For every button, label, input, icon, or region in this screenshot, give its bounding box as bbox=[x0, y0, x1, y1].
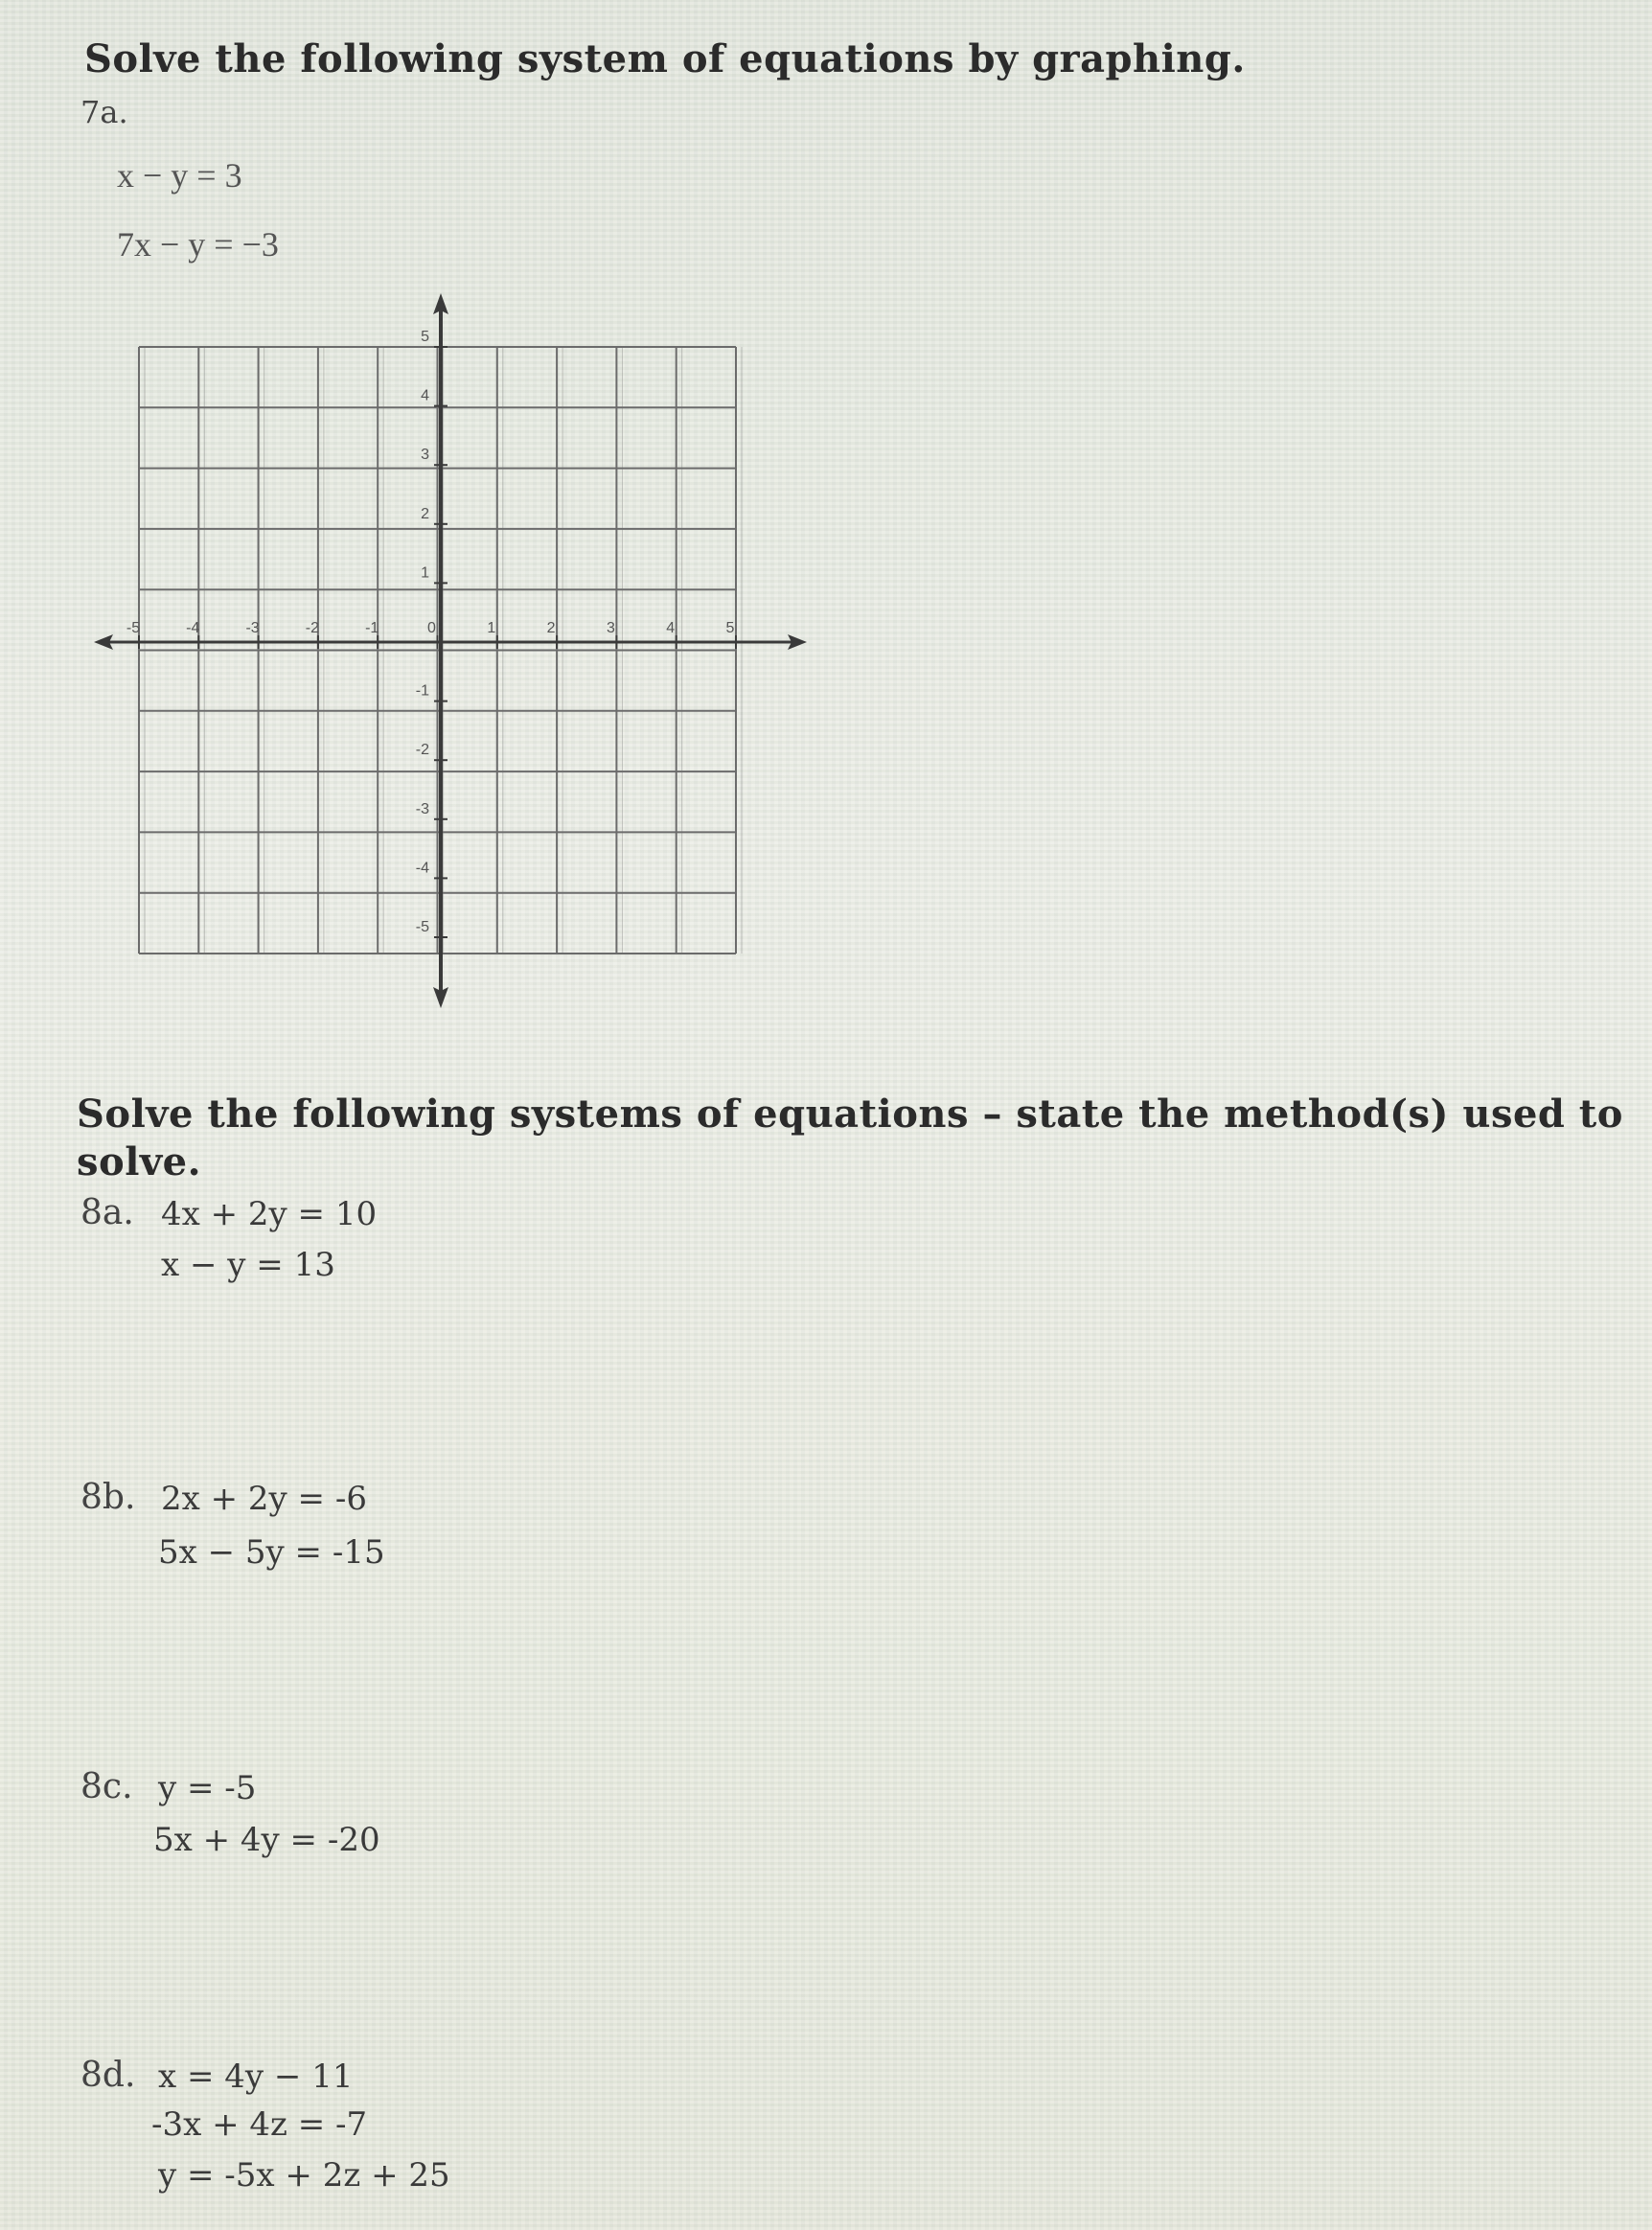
x-tick-label: 1 bbox=[487, 620, 496, 636]
q8d-label: 8d. bbox=[80, 2056, 136, 2095]
q8d-eq3: y = -5x + 2z + 25 bbox=[158, 2156, 450, 2195]
q8d-eq1: x = 4y − 11 bbox=[158, 2058, 354, 2096]
x-tick-label: 4 bbox=[666, 620, 676, 636]
q8c-eq2: 5x + 4y = -20 bbox=[153, 1821, 380, 1859]
x-tick-label: 2 bbox=[546, 620, 556, 636]
q8c-label: 8c. bbox=[80, 1767, 133, 1806]
section2-heading: Solve the following systems of equations – state the method(s) used to solve. bbox=[77, 1092, 1623, 1184]
q7a-eq2: 7x − y = −3 bbox=[117, 225, 279, 264]
x-tick-label: 0 bbox=[427, 620, 436, 636]
x-tick-label: 5 bbox=[725, 620, 735, 636]
q8b-eq2: 5x − 5y = -15 bbox=[158, 1533, 385, 1572]
x-tick-label: -1 bbox=[365, 620, 379, 636]
y-tick-label: -2 bbox=[415, 742, 429, 759]
tick-labels bbox=[126, 329, 735, 935]
q8d-eq2: -3x + 4z = -7 bbox=[151, 2105, 368, 2144]
q7a-label: 7a. bbox=[80, 94, 128, 130]
q8a-eq2: x − y = 13 bbox=[161, 1246, 335, 1284]
q8b-label: 8b. bbox=[80, 1478, 136, 1517]
y-tick-label: 2 bbox=[421, 505, 429, 522]
x-tick-label: -4 bbox=[186, 620, 200, 636]
x-tick-label: 3 bbox=[606, 620, 615, 636]
coordinate-grid[interactable] bbox=[86, 287, 815, 1016]
q8c-eq1: y = -5 bbox=[158, 1769, 257, 1807]
y-tick-label: 1 bbox=[421, 564, 429, 582]
x-tick-label: -2 bbox=[305, 620, 320, 636]
y-tick-label: -1 bbox=[415, 682, 429, 700]
q7a-eq1: x − y = 3 bbox=[117, 156, 242, 195]
y-tick-label: -5 bbox=[415, 919, 429, 935]
q8a-label: 8a. bbox=[80, 1193, 134, 1232]
y-tick-label: 5 bbox=[421, 329, 429, 345]
x-tick-label: -5 bbox=[126, 620, 141, 636]
y-tick-label: 4 bbox=[421, 387, 429, 404]
q8b-eq1: 2x + 2y = -6 bbox=[161, 1480, 367, 1518]
x-tick-label: -3 bbox=[245, 620, 260, 636]
y-tick-label: -4 bbox=[415, 860, 429, 877]
y-tick-label: 3 bbox=[421, 447, 429, 464]
y-tick-label: -3 bbox=[415, 800, 429, 817]
q8a-eq1: 4x + 2y = 10 bbox=[161, 1195, 378, 1233]
section1-heading: Solve the following system of equations by graphing. bbox=[84, 36, 1246, 81]
